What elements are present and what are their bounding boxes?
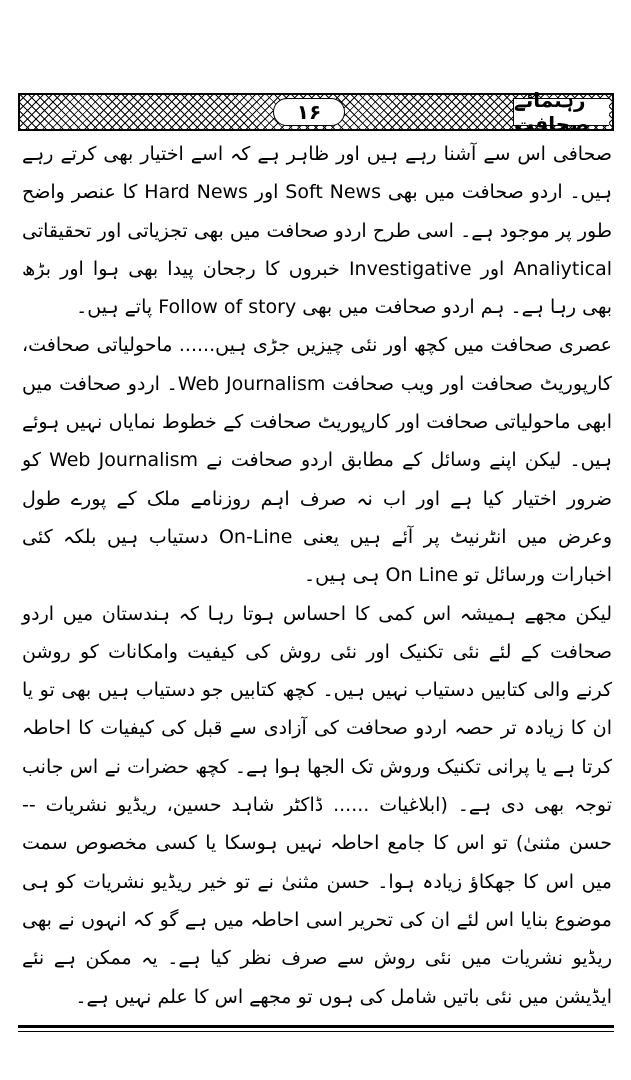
paragraph-3: لیکن مجھے ہمیشہ اس کمی کا احساس ہوتا رہا کہ ہندستان میں اردو صحافت کے لئے نئی تکنیک اور نئی روش کی کیفیت وامکانات کو روشن کرنے والی کتابیں دستیاب نہیں ہیں۔ کچھ کتابیں جو دستیاب ہیں بھی تو یا ان کا زیادہ تر حصہ اردو صحافت کی آزادی سے قبل کی کیفیات کا احاطہ کرتا ہے یا پرانی تکنیک وروش تک الجھا ہوا ہے۔ کچھ حضرات نے اس جانب توجہ بھی دی ہے۔ (ابلاغیات ...... ڈاکٹر شاہد حسین، ریڈیو نشریات -- حسن مثنیٰ) تو اس کا جامع احاطہ نہیں ہوسکا یا کسی مخصوص سمت میں اس کا جھکاؤ زیادہ ہوا۔ حسن مثنیٰ نے تو خیر ریڈیو نشریات کو ہی موضوع بنایا اس لئے ان کی تحریر اسی احاطہ میں ہے گو کہ انہوں نے بھی ریڈیو نشریات میں نئی روش سے صرف نظر کیا ہے۔ یہ ممکن ہے نئے ایڈیشن میں نئی باتیں شامل کی ہوں تو مجھے اس کا علم نہیں ہے۔: [22, 602, 612, 1008]
paragraph-2: عصری صحافت میں کچھ اور نئی چیزیں جڑی ہیں...... ماحولیاتی صحافت، کارپوریٹ صحافت اور ویب صحافت Web Journalism۔ اردو صحافت میں ابھی ماحولیاتی صحافت اور کارپوریٹ صحافت کے خطوط نمایاں نہیں ہوئے ہیں۔ لیکن اپنے وسائل کے مطابق اردو صحافت نے Web Journalism کو ضرور اختیار کیا ہے اور اب نہ صرف اہم روزنامے ملک کے پورے طول وعرض میں انٹرنیٹ پر آئے ہیں یعنی On-Line دستیاب ہیں بلکہ کئی اخبارات ورسائل تو On Line ہی ہیں۔: [22, 334, 613, 587]
footer-rule-thin: [18, 1031, 614, 1032]
page-header: [18, 88, 614, 136]
running-title: رہنمائے صحافت: [513, 98, 609, 126]
page-number: ۱۶: [273, 98, 345, 126]
footer-rule-thick: [18, 1025, 614, 1028]
body-text: [22, 135, 612, 1016]
paragraph-1: صحافی اس سے آشنا رہے ہیں اور ظاہر ہے کہ اسے اختیار بھی کرتے رہے ہیں۔ اردو صحافت میں بھی Soft News اور Hard News کا عنصر واضح طور پر موجود ہے۔ اسی طرح اردو صحافت میں بھی تجزیاتی اور تحقیقاتی Analiytical اور Investigative خبروں کا رجحان پیدا بھی ہوا اور بڑھ بھی رہا ہے۔ ہم اردو صحافت میں بھی Follow of story پاتے ہیں۔: [22, 143, 612, 319]
